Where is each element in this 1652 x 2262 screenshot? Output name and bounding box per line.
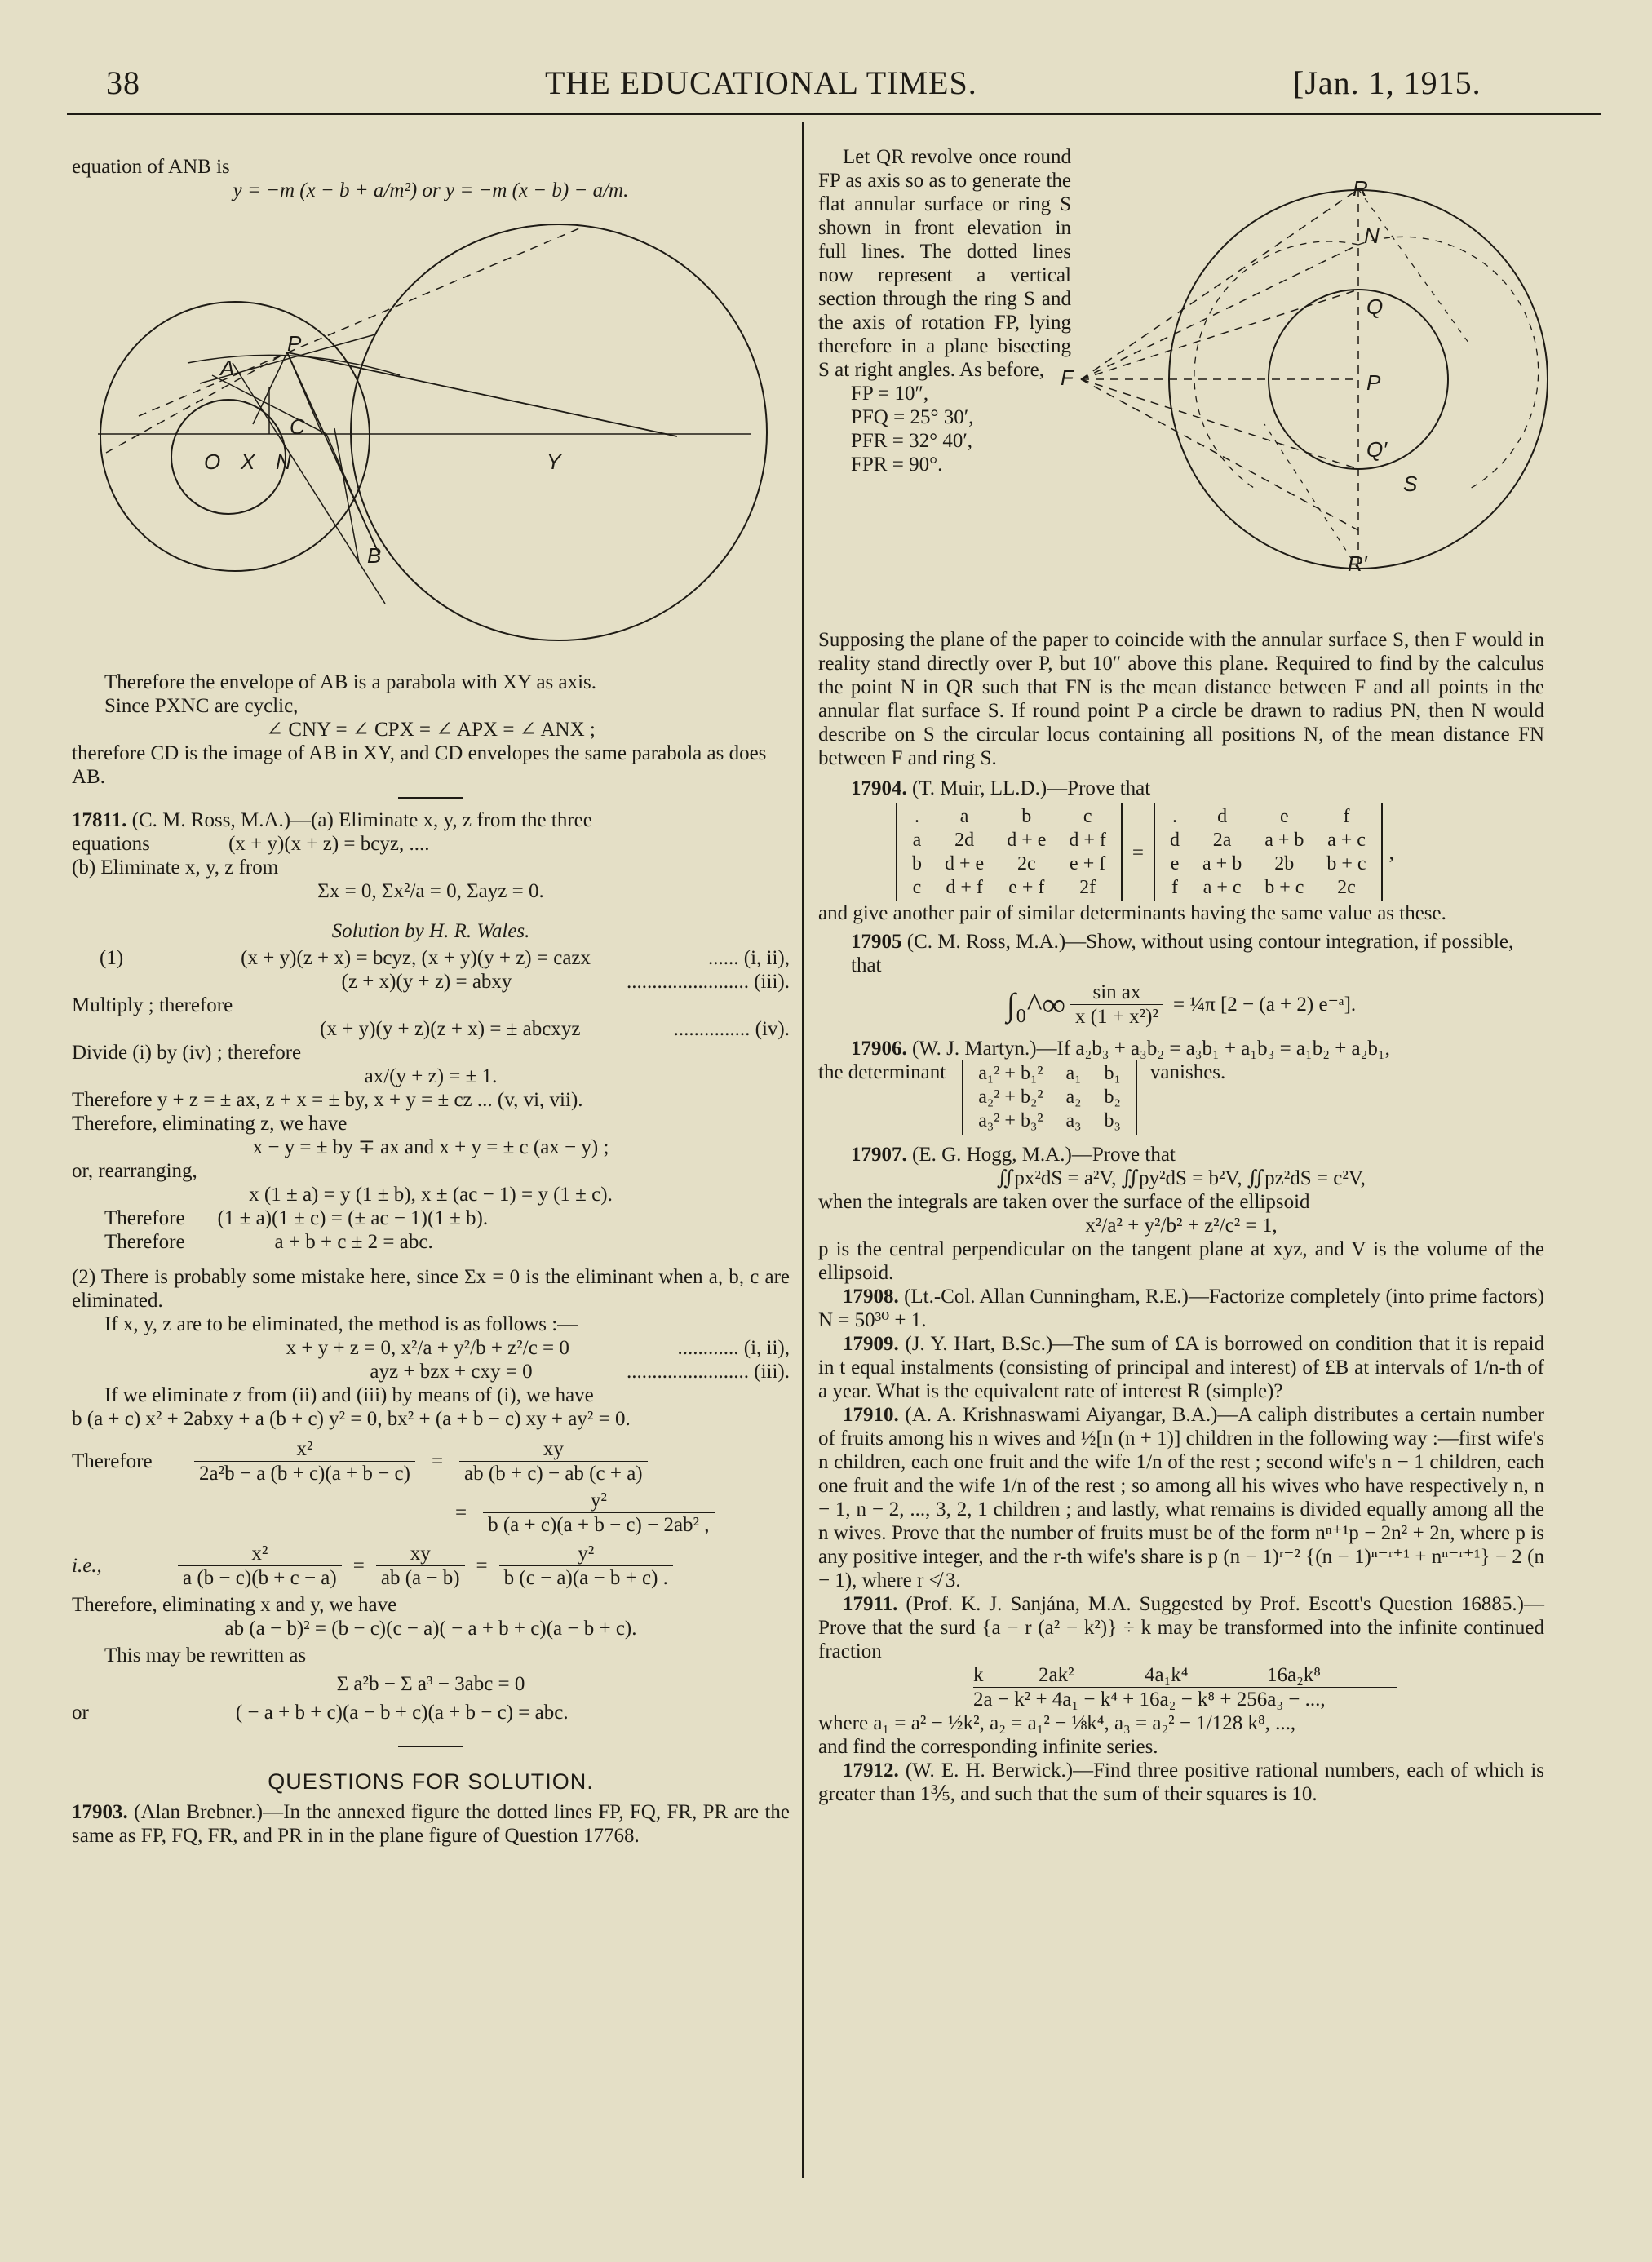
det-right-cell: 2b <box>1274 853 1295 874</box>
det-left-row <box>901 829 1118 852</box>
therefore-2-eq: a + b + c ± 2 = abc. <box>274 1231 433 1253</box>
rewrite-text: This may be rewritten as <box>104 1644 307 1667</box>
equation-anb: y = −m (x − b + a/m²) or y = −m (x − b) − a/m. <box>233 179 629 201</box>
det-left-cell: d + e <box>1007 830 1047 851</box>
q17911-where: where a₁ = a² − ½k², a₂ = a₁² − ⅛k⁴, a₃ = a₂² − 1/128 k⁸, ..., <box>818 1712 1296 1734</box>
q17905-numerator: sin ax <box>1070 980 1163 1005</box>
det-17906-cell: a₃² + b₃² <box>978 1110 1043 1131</box>
det-right-row <box>1158 805 1378 829</box>
left-column <box>72 155 790 202</box>
det-left-row <box>901 852 1118 876</box>
solution-1-label: (1) <box>100 947 124 969</box>
solution-by: Solution by H. R. Wales. <box>331 920 530 942</box>
det-left-row <box>901 805 1118 829</box>
q17903-continued: Let QR revolve once round FP as axis so as to generate the flat annular surface or ring S shown in front elevation in full lines. The dotted lines now represent a vertical section through the ring S and the axis of rotation FP, lying therefore in a plane bisecting S at right angles. As before, <box>818 146 1071 381</box>
det-left-cell: c <box>912 877 922 898</box>
det-left-cell: c <box>1083 806 1092 827</box>
q17911-tail: and find the corresponding infinite series. <box>818 1736 1158 1758</box>
q17906-number: 17906. <box>851 1038 907 1060</box>
q17904-comma: , <box>1388 841 1394 864</box>
fraction-therefore: Therefore <box>72 1450 153 1472</box>
fig1-label-B: B <box>367 543 382 568</box>
det-right-row <box>1158 876 1378 900</box>
det-right-cell: a + b <box>1202 853 1242 874</box>
fig2-label-Rprime: R′ <box>1348 551 1367 576</box>
rewrite-eq: Σ a²b − Σ a³ − 3abc = 0 <box>336 1673 525 1695</box>
det-right-cell: d <box>1170 830 1180 851</box>
fig1-label-O: O <box>204 449 221 474</box>
solution-2-text-2: If x, y, z are to be eliminated, the method is as follows :— <box>104 1313 578 1335</box>
pfq-value: PFQ = 25° 30′, <box>851 406 974 428</box>
solution-2-eq1: x + y + z = 0, x²/a + y²/b + z²/c = 0 <box>286 1337 569 1359</box>
figure-parabola-circles <box>90 220 799 661</box>
envelope-text-2: Since PXNC are cyclic, <box>104 695 299 717</box>
det-right-cell: 2a <box>1212 830 1232 851</box>
det-17906-cell: b₂ <box>1104 1087 1121 1108</box>
det-right-cell: b + c <box>1326 853 1366 874</box>
det-17906-cell: a₂² + b₂² <box>978 1087 1043 1108</box>
fig1-label-N: N <box>276 449 291 474</box>
q17907-ellipsoid: x²/a² + y²/b² + z²/c² = 1, <box>1085 1215 1278 1237</box>
q17904-determinant-left <box>896 803 1123 901</box>
q17904-text: (T. Muir, LL.D.)—Prove that <box>912 777 1151 799</box>
g2-numerator: xy <box>376 1542 465 1566</box>
det-17906-row <box>967 1086 1132 1109</box>
det-right-cell: e <box>1279 806 1289 827</box>
eliminate-z-text: Therefore, eliminating z, we have <box>72 1113 348 1135</box>
det-left-cell: d + f <box>946 877 983 898</box>
det-17906-cell: b₁ <box>1104 1063 1121 1084</box>
q17904-equals: = <box>1132 841 1145 864</box>
eliminate-xy-text: Therefore, eliminating x and y, we have <box>72 1594 397 1616</box>
fig2-label-N: N <box>1364 224 1380 248</box>
det-left-cell: b <box>1021 806 1032 827</box>
q17903-text: (Alan Brebner.)—In the annexed figure the dotted lines FP, FQ, FR, PR are the same as FP, FQ, FR, and PR in in the plane figure of Question 17768. <box>72 1801 791 1847</box>
det-right-cell: . <box>1172 806 1178 827</box>
solution-2-eq1-tag: ............ (i, ii), <box>677 1337 790 1359</box>
fig1-label-A: A <box>220 356 235 380</box>
g1-numerator: x² <box>178 1542 342 1566</box>
g1-denominator: a (b − c)(b + c − a) <box>183 1567 337 1589</box>
frac2-denominator: ab (b + c) − ab (c + a) <box>464 1463 643 1485</box>
fig2-label-Q: Q <box>1366 294 1384 319</box>
ie-label: i.e., <box>72 1555 102 1577</box>
fig1-label-X: X <box>241 449 255 474</box>
q17911-text: (Prof. K. J. Sanjána, M.A. Suggested by Prof. Escott's Question 16885.)—Prove that the surd {a − r (a² − k²)} ÷ k may be transformed into the infinite continued fraction <box>818 1593 1545 1662</box>
q17907-equation: ∬px²dS = a²V, ∬py²dS = b²V, ∬pz²dS = c²V, <box>997 1167 1366 1189</box>
q17905-denominator: x (1 + x²)² <box>1074 1006 1158 1028</box>
right-column-body <box>818 628 1544 1806</box>
left-column-body: Therefore the envelope of AB is a parabola with XY as axis. Since PXNC are cyclic, ∠ CNY = ∠ CPX = ∠ APX = ∠ ANX ; therefore CD is the image of AB in XY, and CD envelopes the same parabola as does AB. 17811. (C. M. Ross, M.A.)—(a) Eliminate x, y, z from the three equations (x + y)(x + z) = bcyz, .... (b) Eliminate x, y, z from Σx = 0, Σx²/a = 0, Σayz = 0. Solution by H. R. Wales. (1) (x + y)(z + x) = bcyz, (x + y)(y + z) = cazx ...... (i, ii), (z + x)(y + z) = abxy ........................ (iii). Multiply ; therefore (x + y)(y + z)(z + x) = ± abcxyz ............... (iv). Divide (i) by (iv) ; therefore ax/(y + z) = ± 1. Therefore y + z = ± ax, z + x = ± by, x + y = ± cz ... (v, vi, vii). Therefore, eliminating z, we have x − y = ± by ∓ ax and x + y = ± c (ax − y) ; or, rearranging, x (1 ± a) = y (1 ± b), x ± (ac − 1) = y (1 ± c). Therefore (1 ± a)(1 ± c) = (± ac − 1)(1 ± b). Therefore a + b + c ± 2 = abc. (2) There is probably some mistake here, since Σx = 0 is the eliminant when a, b, c are eliminated. If x, y, z are to be eliminated, the method is as follows :— x + y + z = 0, x²/a + y²/b + z²/c = 0 ............ (i, ii), ayz + bzx + cxy = 0 ........................ (iii). If we eliminate z from (ii) and (iii) by means of (i), we have b (a + c) x² + 2abxy + a (b + c) y² = 0, bx² + (a + b − c) xy + ay² = 0. Therefore $\frac{\text{x²}}{\text{2a²b − a (b + c)(a + b − c)}}$ = $\frac{xy}{ab (b + c) - ab (c + a)}$ = $\frac{\text{y²}}{\text{b (a + c)(a + b − c) − 2ab² ,}}$ i.e., $\frac{\text{x²}}{a (b - c)(b + c - a)}$ = $\frac{xy}{ab (a - b)}$ = $\frac{\text{y²}}{b (c - a)(a - b + c) .}$ Therefore, eliminating x and y, we have ab (a − b)² = (b − c)(c − a)( − a + b + c)(a − b + c). This may be rewritten as Σ a²b − Σ a³ − 3abc = 0 or ( − a + b + c)(a − b + c)(a + b − c) = abc. QUESTIONS FOR SOLUTION. 17903. (Alan Brebner.)—In the annexed figure the dotted lines FP, FQ, FR, PR are the same as FP, FQ, FR, and PR in in the plane figure of Question 17768. <box>72 671 791 1847</box>
q17811-part-b: (b) Eliminate x, y, z from <box>72 857 279 879</box>
suppose-text: Supposing the plane of the paper to coincide with the annular surface S, then F would in reality stand directly over P, but 10″ above this plane. Required to find by the calculus the point N in QR such that FN is the mean distance between F and all points in the annular flat surface S. If round point P a circle be drawn to radius PN, then N would describe on S the circular locus containing all positions N, of the mean distance FN between F and ring S. <box>818 629 1544 769</box>
q17909-text: (J. Y. Hart, B.Sc.)—The sum of £A is borrowed on condition that it is repaid in t equal instalments (consisting of principal and interest) of £B at intervals of 1/n-th of a year. What is the equivalent rate of interest R (simple)? <box>818 1333 1544 1402</box>
det-17906-cell: a₃ <box>1065 1110 1082 1131</box>
continued-fraction-denominators: 2a − k² + 4a₁ − k⁴ + 16a₂ − k⁸ + 256a₃ − ..., <box>973 1689 1326 1711</box>
therefore-1-eq: (1 ± a)(1 ± c) = (± ac − 1)(1 ± b). <box>217 1207 489 1229</box>
q17811-number: 17811. <box>72 809 127 831</box>
divide-text: Divide (i) by (iv) ; therefore <box>72 1042 302 1064</box>
or-eq: ( − a + b + c)(a − b + c)(a + b − c) = abc. <box>235 1702 569 1724</box>
det-left-cell: a <box>912 830 922 851</box>
det-17906-cell: a₁ <box>1065 1063 1082 1084</box>
det-left-cell: d + f <box>1069 830 1106 851</box>
det-right-cell: e <box>1170 853 1180 874</box>
q17911-number: 17911. <box>843 1593 898 1615</box>
issue-date: [Jan. 1, 1915. <box>1293 64 1481 101</box>
det-17906-cell: a₂ <box>1065 1087 1082 1108</box>
fig2-label-Qprime: Q′ <box>1366 437 1388 462</box>
det-right-cell: a + b <box>1264 830 1304 851</box>
rearrange-eq: x (1 ± a) = y (1 ± b), x ± (ac − 1) = y (1 ± c). <box>249 1184 613 1206</box>
solution-2-eq2: ayz + bzx + cxy = 0 <box>370 1361 533 1383</box>
solution-2-text-1: (2) There is probably some mistake here, since Σx = 0 is the eliminant when a, b, c are eliminated. <box>72 1266 790 1312</box>
det-right-cell: d <box>1217 806 1228 827</box>
fig1-label-Y: Y <box>547 449 561 474</box>
therefore-2-label: Therefore <box>104 1231 185 1253</box>
solution-1-eq1-tag: ...... (i, ii), <box>708 947 790 969</box>
journal-title: THE EDUCATIONAL TIMES. <box>545 64 977 101</box>
q17811-part-b-eq: Σx = 0, Σx²/a = 0, Σayz = 0. <box>317 880 544 902</box>
det-left-cell: 2d <box>954 830 975 851</box>
det-right-cell: a + c <box>1202 877 1242 898</box>
multiply-eq: (x + y)(y + z)(z + x) = ± abcxyz <box>320 1018 581 1040</box>
fpr-value: FPR = 90°. <box>851 454 943 476</box>
solution-1-eq2: (z + x)(y + z) = abxy <box>341 971 512 993</box>
eliminate-xy-eq: ab (a − b)² = (b − c)(c − a)( − a + b + c)(a − b + c). <box>224 1618 637 1640</box>
cf-num-3: 4a₁k⁴ <box>1145 1664 1189 1686</box>
fig2-label-S: S <box>1403 471 1418 496</box>
det-left-cell: e + f <box>1070 853 1106 874</box>
or-label: or <box>72 1702 89 1724</box>
fig1-label-C: C <box>290 414 305 439</box>
solution-2-eq3: b (a + c) x² + 2abxy + a (b + c) y² = 0, bx² + (a + b − c) xy + ay² = 0. <box>72 1408 631 1430</box>
figure-annular-ring <box>1061 179 1599 587</box>
det-right-row <box>1158 829 1378 852</box>
eliminate-z-eq: x − y = ± by ∓ ax and x + y = ± c (ax − y) ; <box>252 1136 609 1158</box>
det-left-row <box>901 876 1118 900</box>
divide-eq: ax/(y + z) = ± 1. <box>364 1065 498 1087</box>
det-right-cell: f <box>1343 806 1350 827</box>
det-left-cell: . <box>915 806 919 827</box>
frac2-numerator: xy <box>459 1437 648 1462</box>
det-left-cell: a <box>959 806 969 827</box>
q17912-text: (W. E. H. Berwick.)—Find three positive rational numbers, each of which is greater than 1⅗, and such that the sum of their squares is 10. <box>818 1760 1545 1805</box>
det-left-cell: d + e <box>945 853 985 874</box>
fig2-label-P: P <box>1366 370 1381 395</box>
det-left-cell: b <box>912 853 922 874</box>
q17903-number: 17903. <box>72 1801 128 1823</box>
det-17906-cell: b₃ <box>1104 1110 1121 1131</box>
multiply-text: Multiply ; therefore <box>72 994 233 1016</box>
questions-heading: QUESTIONS FOR SOLUTION. <box>268 1769 594 1794</box>
cf-num-4: 16a₂k⁸ <box>1267 1664 1322 1686</box>
det-right-row <box>1158 852 1378 876</box>
q17906-tail: vanishes. <box>1149 1061 1226 1083</box>
cf-num-2: 2ak² <box>1039 1664 1074 1686</box>
q17910-text: (A. A. Krishnaswami Aiyangar, B.A.)—A caliph distributes a certain number of fruits among his n wives and ½[n (n + 1)] children in the following way :—first wife's n children, each one fruit and the wife 1/n of the rest ; second wife's n − 1 children, each one fruit and the wife 1/n of the rest ; so among all his wives who have respectively n, n − 1, n − 2, ..., 3, 2, 1 children ; and lastly, what remains is divided equally among all the n wives. Prove that the number of fruits must be of the form nⁿ⁺¹p − 2n² + 2n, where p is any positive integer, and the r-th wife's share is p (n − 1)ʳ⁻² {(n − 1)ⁿ⁻ʳ⁺¹ + nⁿ⁻ʳ⁺¹} − 2 (n − 1), where r ≮ 3. <box>818 1404 1545 1591</box>
frac1-numerator: x² <box>194 1437 415 1462</box>
q17904-number: 17904. <box>851 777 907 799</box>
multiply-tag: ............... (iv). <box>673 1018 790 1040</box>
q17906-determinant <box>962 1060 1137 1135</box>
frac1-denominator: 2a²b − a (b + c)(a + b − c) <box>199 1463 410 1485</box>
det-right-cell: a + c <box>1327 830 1366 851</box>
det-left-cell: 2f <box>1079 877 1096 898</box>
frac3-numerator: y² <box>483 1489 714 1513</box>
envelope-text-3: therefore CD is the image of AB in XY, and CD envelopes the same parabola as does AB. <box>72 742 767 788</box>
q17811-text: (C. M. Ross, M.A.)—(a) Eliminate x, y, z from the three <box>131 809 592 831</box>
q17905-number: 17905 <box>851 931 902 953</box>
det-17906-row <box>967 1109 1132 1133</box>
pfr-value: PFR = 32° 40′, <box>851 430 973 452</box>
g3-denominator: b (c − a)(a − b + c) . <box>503 1567 668 1589</box>
column-divider <box>802 122 804 2178</box>
det-right-cell: f <box>1171 877 1179 898</box>
fig2-label-R: R <box>1353 179 1368 201</box>
solution-1-eq1: (x + y)(z + x) = bcyz, (x + y)(y + z) = cazx <box>241 947 591 969</box>
solution-1-eq2-tag: ........................ (iii). <box>626 971 790 993</box>
separator <box>398 797 463 799</box>
q17909-number: 17909. <box>843 1333 899 1355</box>
q17811-eq-lead: equations <box>72 833 150 855</box>
q17906-text: (W. J. Martyn.)—If a₂b₃ + a₃b₂ = a₃b₁ + a₁b₃ = a₁b₂ + a₂b₁, <box>912 1038 1390 1060</box>
det-left-cell: e + f <box>1008 877 1045 898</box>
q17904-determinant-right <box>1154 803 1383 901</box>
q17908-number: 17908. <box>843 1286 899 1308</box>
det-right-cell: 2c <box>1337 877 1356 898</box>
rearrange-text: or, rearranging, <box>72 1160 197 1182</box>
right-column-wrap <box>818 145 1071 476</box>
envelope-text-1: Therefore the envelope of AB is a parabola with XY as axis. <box>104 671 597 693</box>
header-rule <box>67 113 1601 115</box>
solution-2-eq2-tag: ........................ (iii). <box>627 1361 790 1383</box>
q17906-lead: the determinant <box>818 1061 946 1083</box>
frac3-denominator: b (a + c)(a + b − c) − 2ab² , <box>488 1514 710 1536</box>
det-left-cell: 2c <box>1016 853 1036 874</box>
fig1-label-P: P <box>287 331 302 356</box>
q17905-integral: ∫₀^∞ <box>1006 986 1065 1023</box>
therefore-eq: Therefore y + z = ± ax, z + x = ± by, x + y = ± cz ... (v, vi, vii). <box>72 1089 583 1111</box>
envelope-equation: ∠ CNY = ∠ CPX = ∠ APX = ∠ ANX ; <box>266 719 596 741</box>
fp-value: FP = 10″, <box>851 383 929 405</box>
intro-text: equation of ANB is <box>72 156 230 178</box>
det-17906-cell: a₁² + b₁² <box>978 1063 1043 1084</box>
q17908-text: (Lt.-Col. Allan Cunningham, R.E.)—Factorize completely (into prime factors) N = 50³⁰ + 1. <box>818 1286 1544 1331</box>
page-number: 38 <box>106 64 140 101</box>
cf-num-1: k <box>973 1664 984 1686</box>
continued-fraction-numerators <box>973 1663 1544 1687</box>
q17907-tail: p is the central perpendicular on the tangent plane at xyz, and V is the volume of the ellipsoid. <box>818 1238 1544 1284</box>
q17811-equation: (x + y)(x + z) = bcyz, .... <box>228 833 430 855</box>
det-right-cell: b + c <box>1264 877 1304 898</box>
fig2-label-F: F <box>1061 365 1074 390</box>
q17905-rhs: = ¼π [2 − (a + 2) e⁻ᵃ]. <box>1172 994 1357 1016</box>
det-17906-row <box>967 1062 1132 1086</box>
q17907-number: 17907. <box>851 1144 907 1166</box>
q17907-text: (E. G. Hogg, M.A.)—Prove that <box>912 1144 1176 1166</box>
solution-2-text-3: If we eliminate z from (ii) and (iii) by means of (i), we have <box>104 1384 594 1406</box>
g2-denominator: ab (a − b) <box>380 1567 460 1589</box>
g3-numerator: y² <box>499 1542 673 1566</box>
q17910-number: 17910. <box>843 1404 899 1426</box>
q17904-tail: and give another pair of similar determinants having the same value as these. <box>818 902 1446 924</box>
q17905-text: (C. M. Ross, M.A.)—Show, without using contour integration, if possible, that <box>851 931 1514 976</box>
q17912-number: 17912. <box>843 1760 899 1782</box>
separator-2 <box>398 1746 463 1747</box>
therefore-1-label: Therefore <box>104 1207 185 1229</box>
q17907-when: when the integrals are taken over the surface of the ellipsoid <box>818 1191 1310 1213</box>
